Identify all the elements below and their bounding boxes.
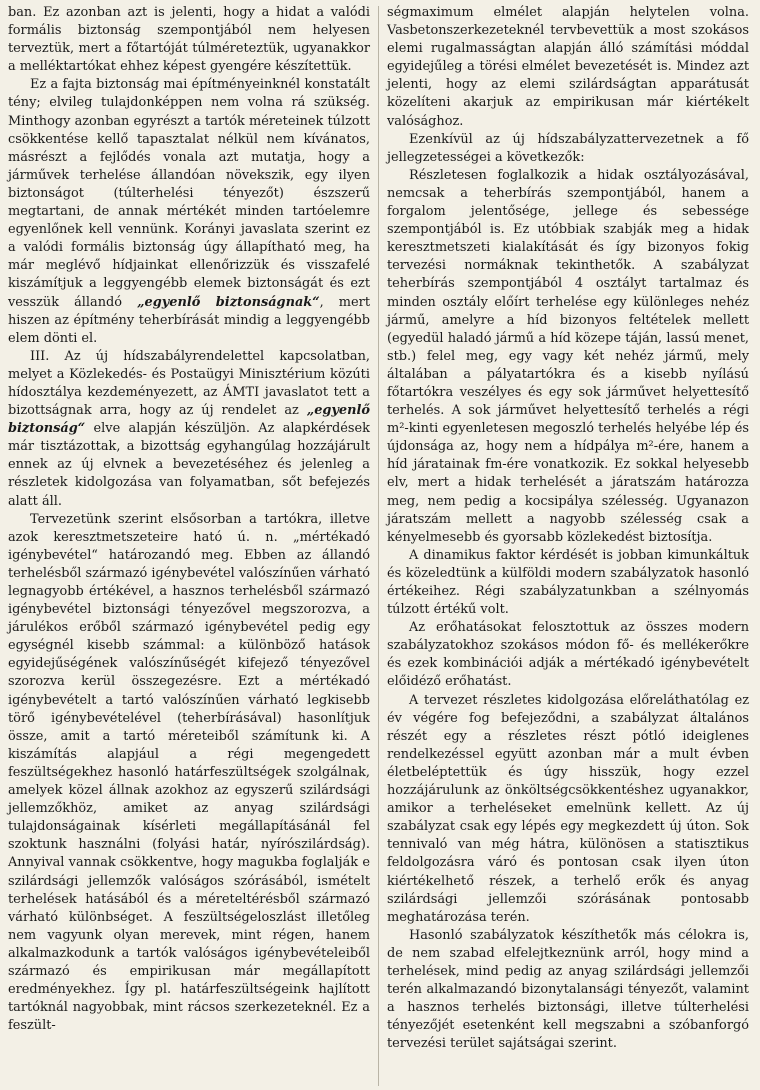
paragraph [8, 76, 370, 347]
paragraph: ban. Ez azonban azt is jelenti, hogy a hidat a valódi formális biztonság szempontjából nem helyesen terveztük, mert a főtartóját túlméreteztük, ugyanakkor a melléktartókat ehhez képest gyengére készítettük. [8, 5, 370, 75]
paragraph: ségmaximum elmélet alapján helytelen volna. Vasbetonszerkezeteknél tervbevettük a most szokásos elemi rugalmasságtan alapján álló számítási móddal egyidejűleg a törési elmélet bevezetését is. Mindez azt jelenti, hogy az elemi szilárdságtan apparátusát közelíteni akarjuk az empirikusan már kiértékelt valósághoz. [387, 5, 749, 129]
paragraph: A tervezet részletes kidolgozása előreláthatólag ez év végére fog befejeződni, a szabályzat általános részét egy a részletes részt pótló ideiglenes rendelkezéssel együtt azonban már a mult évben életbeléptettük és úgy hisszük, hogy ezzel hozzájárulunk az önköltségcsökkentéshez ugyanakkor, amikor a terheléseket emelnünk kellett. Az új szabályzat csak egy lépés egy megkezdett új úton. Sok tennivaló van még hátra, különösen a statisztikus feldolgozásra váró és pontosan csak ilyen úton kiértékelhető részek, a terhelő erők és anyag szilárdsági jellemzői szórásának pontosabb meghatározása terén. [387, 692, 749, 925]
paragraph: Tervezetünk szerint elsősorban a tartókra, illetve azok keresztmetszeteire ható ú. n. „mértékadó igénybevétel“ határozandó meg. Ebben az állandó terhelésből származó igénybevétel valószínűen várható legnagyobb értékével, a hasznos terhelésből származó igénybevétel biztonsági tényezővel megszorozva, a járulékos erőből származó igénybevétel pedig egy egységnél kisebb számmal: a különböző hatások egyidejűségének valószínűségét kifejező tényezővel szorozva kerül összegezésre. Ezt a mértékadó igénybevételt a tartó valószínűen várható legkisebb törő igénybevételével (teherbírásával) hasonlítjuk össze, amit a tartó méreteiből számítunk ki. A kiszámítás alapjául a régi megengedett feszültségekhez hasonló határfeszültségek szolgálnak, amelyek közel állnak azokhoz az egyszerű szilárdsági jellemzőkhöz, amiket az anyag szilárdsági tulajdonságainak kísérleti megállapításánál fel szoktunk használni (folyási határ, nyírószilárdság). Annyival vannak csökkentve, hogy magukba foglalják e szilárdsági jellemzők valóságos szórásából, ismételt terhelések hatásából és a méreteltérésből származó várható különbséget. A feszültségeloszlást illetőleg nem vagyunk olyan merevek, mint régen, hanem alkalmazkodunk a tartók valóságos igénybevételeiből származó és empirikusan már megállapított eredményekhez. Így pl. határfeszültségeink hajlított tartóknál nagyobbak, mint rácsos szerkezeteknél. Ez a feszült- [8, 511, 370, 1034]
paragraph-text: Ez a fajta biztonság mai építményeinknél konstatált tény; elvileg tulajdonképpen nem volna rá szükség. Minthogy azonban egyrészt a tartók méreteinek túlzott csökkentése kellő tapasztalat nélkül nem kívánatos, másrészt a fejlődés vonala azt mutatja, hogy a járművek terhelése állandóan növekszik, egy ilyen biztonságot (túlterhelési tényezőt) észszerű megtartani, de annak mértékét minden tartóelemre egyenlőnek kell vennünk. Korányi javaslata szerint ez a valódi formális biztonság úgy állapítható meg, ha már meglévő hídjainkat ellenőrizzük és visszafelé kiszámítjuk a leggyengébb elemek biztonságát és ezt vesszük állandó [8, 77, 370, 310]
paragraph: Részletesen foglalkozik a hidak osztályozásával, nemcsak a teherbírás szempontjából, hanem a forgalom jelentősége, jellege és sebessége szempontjából is. Ez utóbbiak szabják meg a hidak keresztmetszeti kialakítását és így bizonyos fokig tervezési normáknak tekinthetők. A szabályzat teherbírás szempontjából 4 osztályt tartalmaz és minden osztály előírt terhelése egy különleges nehéz jármű, amelyre a híd bizonyos feltételek mellett (egyedül haladó jármű a híd közepe táján, lassú menet, stb.) felel meg, egy vagy két nehéz jármű, mely általában a pályatartókra és a kisebb nyílású főtartókra veszélyes és egy sok járművet helyettesítő terhelés. A sok járművet helyettesítő terhelés a régi m²-kinti egyenletesen megoszló terhelés helyébe lép és újdonsága az, hogy nem a hídpálya m²-ére, hanem a híd járatainak fm-ére vonatkozik. Ez sokkal helyesebb elv, mert a hidak terhelését a járatszám határozza meg, nem pedig a kocsipálya szélesség. Ugyanazon járatszám mellett a nagyobb szélesség csak a kényelmesebb és gyorsabb közlekedést biztosítja. [387, 167, 749, 545]
emphasis: „egyenlő biztonság“ [8, 403, 370, 437]
paragraph: A dinamikus faktor kérdését is jobban kimunkáltuk és közeledtünk a külföldi modern szabályzatok hasonló értékeihez. Régi szabályzatunkban a szélnyomás túlzott értékű volt. [387, 547, 749, 618]
paragraph: Az erőhatásokat felosztottuk az összes modern szabályzatokhoz szokásos módon fő- és mellékerőkre és ezek kombinációi adják a mértékadó igénybevételt előidéző erőhatást. [387, 620, 749, 690]
paragraph [8, 348, 370, 511]
paragraph: Ezenkívül az új hídszabályzattervezetnek a fő jellegzetességei a következők: [387, 131, 749, 165]
paragraph-text: , mert hiszen az építmény teherbírását mindig a leggyengébb elem dönti el. [8, 294, 371, 346]
emphasis: „egyenlő biztonságnak“ [137, 294, 320, 310]
column-divider [378, 6, 379, 1086]
paragraph-text: III. Az új hídszabályrendelettel kapcsolatban, melyet a Közlekedés- és Postaügyi Minisztérium közúti hídosztálya kezdeményezett, az ÁMTI javaslatot tett a bizottságnak arra, hogy az új rendelet az [8, 348, 370, 419]
left-column [8, 4, 370, 1035]
paragraph: Hasonló szabályzatok készíthetők más célokra is, de nem szabad elfelejtkeznünk arról, hogy mind a terhelések, mind pedig az anyag szilárdsági jellemzői terén alkalmazandó bizonytalansági tényezőt, valamint a hasznos terhelés biztonsági, illetve túlterhelési tényezőjét esetenként kell megszabni a szóbanforgó tervezési terület sajátságai szerint. [387, 927, 749, 1052]
right-column [387, 4, 749, 1053]
paragraph-text: elve alapján készüljön. Az alapkérdések már tisztázottak, a bizottság egyhangúlag hozzájárult ennek az új elvnek a bevezetéséhez és jelenleg a részletek kidolgozása van folyamatban, sőt befejezés alatt áll. [8, 421, 370, 509]
